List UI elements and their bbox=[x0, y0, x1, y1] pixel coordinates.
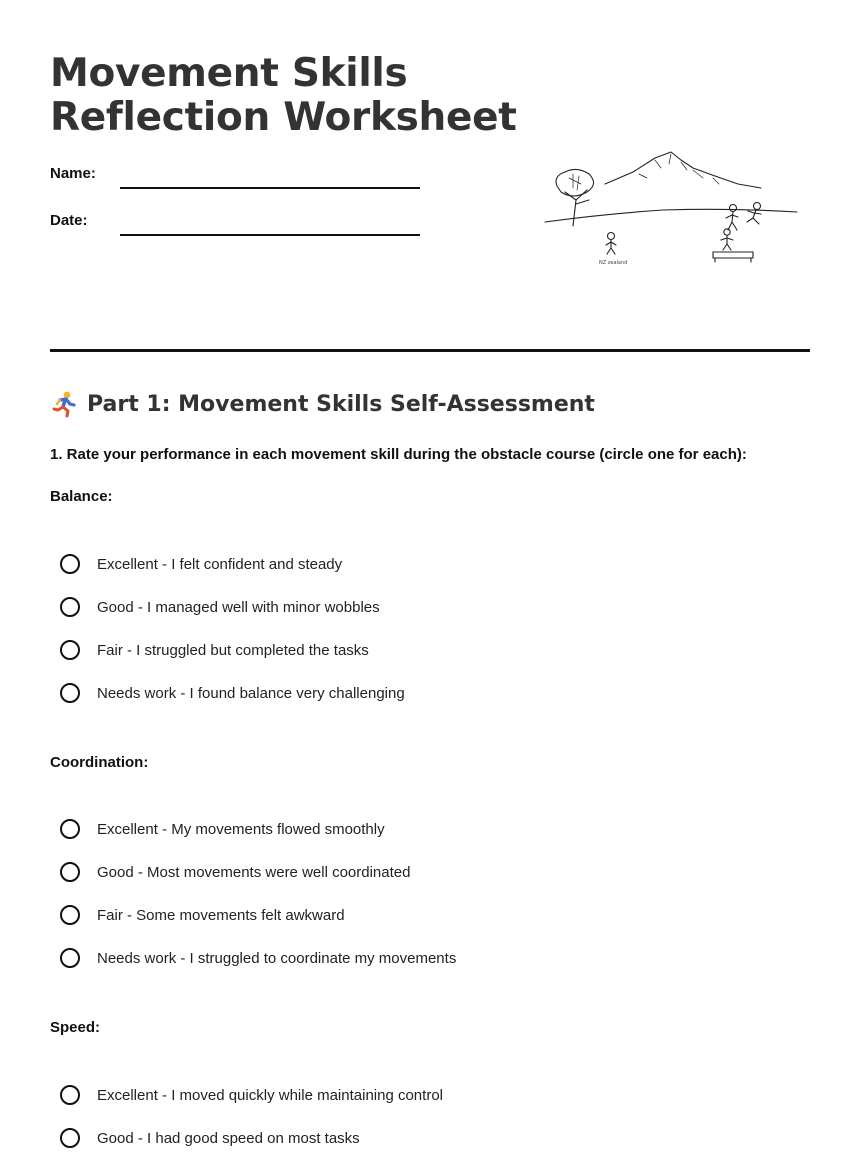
skill-label-speed: Speed: bbox=[50, 1019, 101, 1036]
title-line-2: Reflection Worksheet bbox=[50, 95, 517, 140]
radio-circle[interactable] bbox=[60, 948, 80, 968]
worksheet-page bbox=[50, 51, 810, 1147]
radio-circle[interactable] bbox=[60, 1085, 80, 1105]
radio-circle[interactable] bbox=[60, 683, 80, 703]
part1-heading bbox=[50, 390, 595, 418]
coordination-option-excellent[interactable] bbox=[60, 819, 385, 839]
option-label: Fair - I struggled but completed the tasks bbox=[97, 641, 369, 659]
name-field-row bbox=[50, 165, 420, 182]
name-line[interactable] bbox=[120, 173, 420, 189]
radio-circle[interactable] bbox=[60, 819, 80, 839]
title-line-1: Movement Skills bbox=[50, 51, 408, 96]
speed-option-excellent[interactable] bbox=[60, 1085, 443, 1105]
date-field-row bbox=[50, 212, 420, 229]
radio-circle[interactable] bbox=[60, 1128, 80, 1148]
date-line[interactable] bbox=[120, 220, 420, 236]
illustration-caption: NZ zealand bbox=[599, 260, 628, 266]
radio-circle[interactable] bbox=[60, 597, 80, 617]
balance-option-fair[interactable] bbox=[60, 640, 369, 660]
skill-label-balance: Balance: bbox=[50, 488, 113, 505]
option-label: Needs work - I struggled to coordinate my movements bbox=[97, 949, 457, 967]
option-label: Excellent - I felt confident and steady bbox=[97, 555, 343, 573]
balance-option-needs-work[interactable] bbox=[60, 683, 405, 703]
worksheet-title bbox=[50, 52, 810, 140]
balance-option-excellent[interactable] bbox=[60, 554, 342, 574]
radio-circle[interactable] bbox=[60, 554, 80, 574]
speed-option-good[interactable] bbox=[60, 1128, 360, 1148]
option-label: Fair - Some movements felt awkward bbox=[97, 906, 345, 924]
option-label: Good - I had good speed on most tasks bbox=[97, 1129, 360, 1147]
coordination-option-fair[interactable] bbox=[60, 905, 345, 925]
option-label: Excellent - I moved quickly while maintaining control bbox=[97, 1086, 443, 1104]
skill-label-coordination: Coordination: bbox=[50, 754, 149, 771]
option-label: Excellent - My movements flowed smoothly bbox=[97, 820, 385, 838]
coordination-option-good[interactable] bbox=[60, 862, 410, 882]
question-1: 1. Rate your performance in each movement skill during the obstacle course (circle one for each): bbox=[50, 446, 747, 463]
option-label: Good - I managed well with minor wobbles bbox=[97, 598, 380, 616]
part1-heading-text: Part 1: Movement Skills Self-Assessment bbox=[87, 391, 595, 417]
radio-circle[interactable] bbox=[60, 905, 80, 925]
coordination-option-needs-work[interactable] bbox=[60, 948, 456, 968]
balance-option-good[interactable] bbox=[60, 597, 380, 617]
option-label: Needs work - I found balance very challenging bbox=[97, 684, 405, 702]
section-divider bbox=[50, 349, 810, 352]
radio-circle[interactable] bbox=[60, 862, 80, 882]
date-label: Date: bbox=[50, 212, 88, 229]
running-person-icon bbox=[50, 390, 78, 418]
radio-circle[interactable] bbox=[60, 640, 80, 660]
outdoor-sketch-illustration bbox=[543, 148, 803, 273]
option-label: Good - Most movements were well coordinated bbox=[97, 863, 411, 881]
name-label: Name: bbox=[50, 165, 96, 182]
